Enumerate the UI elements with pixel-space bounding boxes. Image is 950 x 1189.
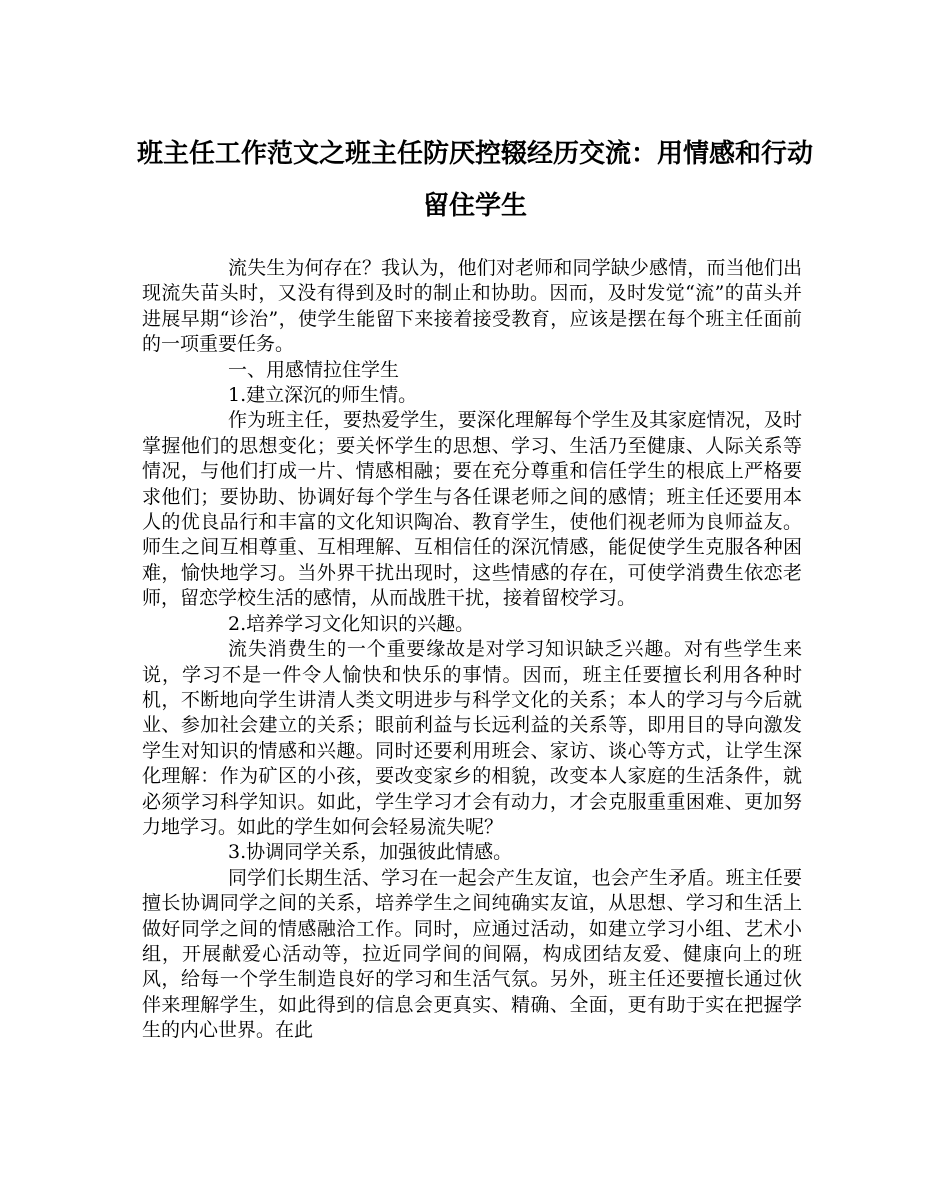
paragraph: 流失生为何存在？我认为，他们对老师和同学缺少感情，而当他们出现流失苗头时，又没有得到及时的制止和协助。因而，及时发觉“流”的苗头并进展早期“诊治”，使学生能留下来接着接受教育，应该是摆在每个班主任面前的一项重要任务。 (142, 257, 802, 356)
document-body (142, 256, 802, 1044)
paragraph: 同学们长期生活、学习在一起会产生友谊，也会产生矛盾。班主任要擅长协调同学之间的关系，培养学生之间纯确实友谊，从思想、学习和生活上做好同学之间的情感融洽工作。同时，应通过活动，如建立学习小组、艺术小组，开展献爱心活动等，拉近同学间的间隔，构成团结友爱、健康向上的班风，给每一个学生制造良好的学习和生活气氛。另外，班主任还要擅长通过伙伴来理解学生，如此得到的信息会更真实、精确、全面，更有助于实在把握学生的内心世界。在此 (142, 866, 802, 1042)
paragraph: 作为班主任，要热爱学生，要深化理解每个学生及其家庭情况，及时掌握他们的思想变化；要关怀学生的思想、学习、生活乃至健康、人际关系等情况，与他们打成一片、情感相融；要在充分尊重和信任学生的根底上严格要求他们；要协助、协调好每个学生与各任课老师之间的感情；班主任还要用本人的优良品行和丰富的文化知识陶冶、教育学生，使他们视老师为良师益友。师生之间互相尊重、互相理解、互相信任的深沉情感，能促使学生克服各种困难，愉快地学习。当外界干扰出现时，这些情感的存在，可使学消费生依恋老师，留恋学校生活的感情，从而战胜干扰，接着留校学习。 (142, 409, 802, 610)
subsection-heading: 2.培养学习文化知识的兴趣。 (228, 612, 475, 635)
section-heading: 一、用感情拉住学生 (228, 358, 400, 381)
document-title: 班主任工作范文之班主任防厌控辍经历交流：用情感和行动留住学生 (136, 139, 813, 221)
subsection-heading: 3.协调同学关系，加强彼此情感。 (228, 841, 513, 864)
subsection-heading: 1.建立深沉的师生情。 (228, 384, 418, 407)
paragraph: 流失消费生的一个重要缘故是对学习知识缺乏兴趣。对有些学生来说，学习不是一件令人愉快和快乐的事情。因而，班主任要擅长利用各种时机，不断地向学生讲清人类文明进步与科学文化的关系；本人的学习与今后就业、参加社会建立的关系；眼前利益与长远利益的关系等，即用目的导向激发学生对知识的情感和兴趣。同时还要利用班会、家访、谈心等方式，让学生深化理解：作为矿区的小孩，要改变家乡的相貌，改变本人家庭的生活条件，就必须学习科学知识。如此，学生学习才会有动力，才会克服重重困难、更加努力地学习。如此的学生如何会轻易流失呢？ (142, 638, 802, 838)
